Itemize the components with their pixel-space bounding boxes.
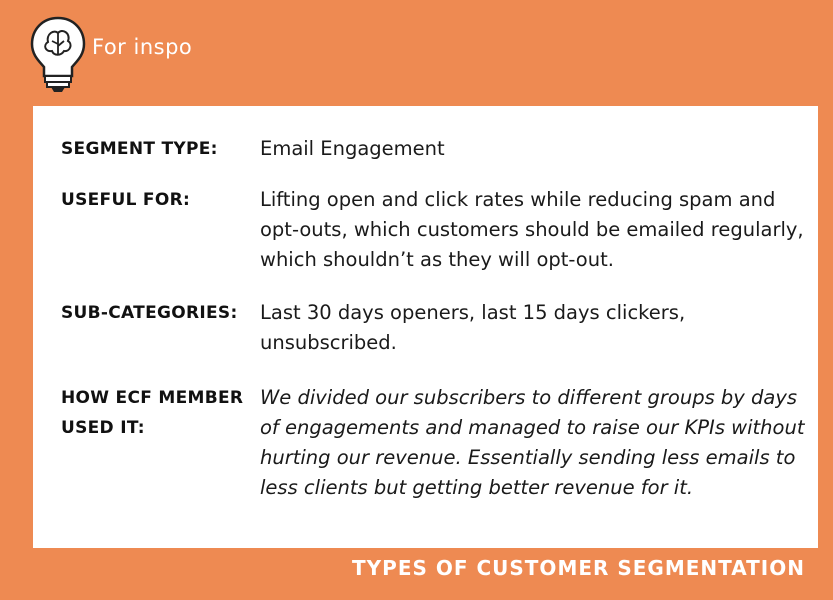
useful-for-value: Lifting open and click rates while reducing spam and opt-outs, which customers should be emailed regularly, which shouldn’t as they will opt-out. <box>260 188 804 271</box>
sub-categories-label: SUB-CATEGORIES: <box>61 303 238 323</box>
inspo-badge <box>28 14 192 99</box>
footer-title: TYPES OF CUSTOMER SEGMENTATION <box>352 556 805 580</box>
how-used-label: HOW ECF MEMBER USED IT: <box>61 388 244 438</box>
info-card <box>33 106 818 548</box>
lightbulb-brain-icon <box>28 14 88 99</box>
how-used-value: We divided our subscribers to different groups by days of engagements and managed to raise our KPIs without hurting our revenue. Essentially sending less emails to less clients but getting better revenue for it. <box>260 386 805 499</box>
useful-for-label: USEFUL FOR: <box>61 190 191 210</box>
segment-type-label: SEGMENT TYPE: <box>61 139 218 159</box>
badge-label: For inspo <box>92 34 193 59</box>
segment-type-value: Email Engagement <box>260 137 445 160</box>
sub-categories-value: Last 30 days openers, last 15 days clickers, unsubscribed. <box>260 301 686 354</box>
